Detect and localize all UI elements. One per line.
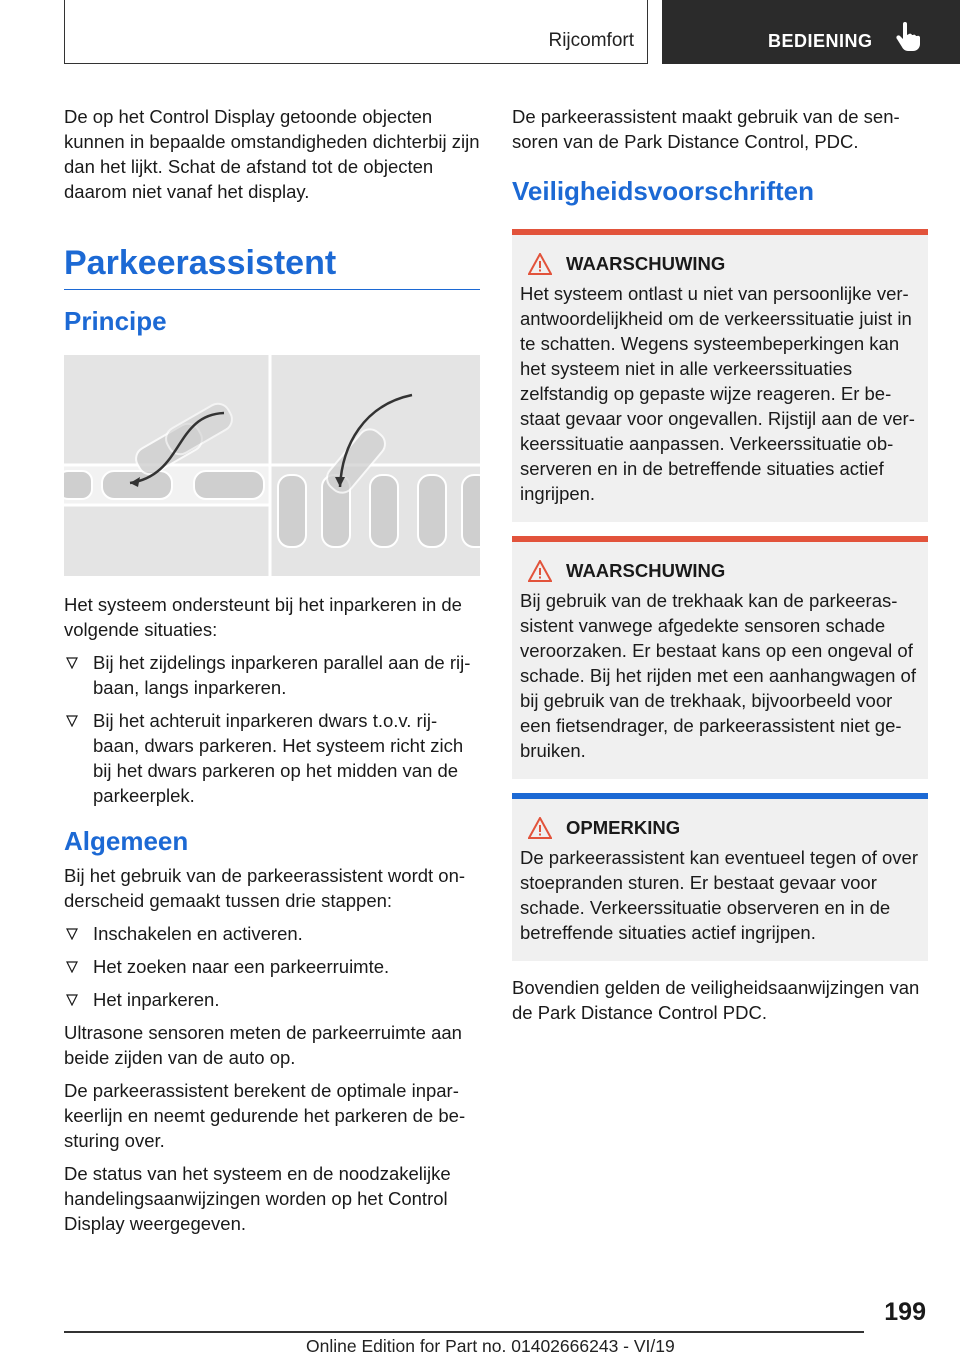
chapter-label: BEDIENING bbox=[768, 31, 873, 51]
chapter-tab bbox=[662, 0, 960, 64]
page-title: Parkeerassistent bbox=[64, 244, 480, 290]
algemeen-heading: Algemeen bbox=[64, 826, 189, 856]
warning-triangle-icon bbox=[528, 253, 552, 275]
principe-text: Het systeem ondersteunt bij het inparkeren in de volgende situaties: bbox=[64, 594, 462, 640]
warning-text: Het systeem ontlast u niet van persoonlijke ver-antwoordelijkheid om de verkeerssituatie juist in te schatten. Wegens systeembeperkingen kan het systeem niet in alle verkeerssituaties zelfstandig op gepaste wijze reageren. Er be-staat gevaar voor ongevallen. Rijstijl aan de ver-keerssituatie aanpassen. Verkeerssituatie ob-serveren en in de betreffende situaties actief ingrijpen. bbox=[520, 283, 915, 504]
triangle-bullet-icon bbox=[66, 715, 78, 727]
list-item bbox=[64, 954, 480, 979]
warning-text: Bij gebruik van de trekhaak kan de parkeeras-sistent vanwege afgedekte sensoren schade veroorzaken. Er bestaat kans op een ongeval of schade. Bij het rijden met een aanhangwagen of bij gebruik van de trekhaak, bijvoorbeeld voor een fietsendrager, de parkeerassistent niet ge-bruiken. bbox=[520, 590, 916, 761]
parking-diagram bbox=[64, 355, 480, 576]
warning-title: WAARSCHUWING bbox=[566, 560, 726, 581]
warning-triangle-icon bbox=[528, 560, 552, 582]
principe-list bbox=[64, 650, 480, 808]
list-item bbox=[64, 708, 480, 808]
list-item-text: Het zoeken naar een parkeerruimte. bbox=[93, 956, 390, 977]
principe-heading: Principe bbox=[64, 306, 167, 336]
list-item-text: Inschakelen en activeren. bbox=[93, 923, 303, 944]
list-item-text: Bij het achteruit inparkeren dwars t.o.v. rij-baan, dwars parkeren. Het systeem richt zich bij het dwars parkeren op het midden van de parkeerplek. bbox=[93, 710, 464, 806]
notice-box bbox=[512, 793, 928, 961]
left-column bbox=[64, 104, 480, 1244]
right-column bbox=[512, 104, 928, 1033]
warning-title: WAARSCHUWING bbox=[566, 253, 726, 274]
safety-heading: Veiligheidsvoorschriften bbox=[512, 176, 814, 206]
list-item bbox=[64, 921, 480, 946]
warning-box bbox=[512, 536, 928, 779]
steering-paragraph: De parkeerassistent berekent de optimale inpar-keerlijn en neemt gedurende het parkeren de be-sturing over. bbox=[64, 1080, 466, 1151]
footer-rule bbox=[64, 1331, 864, 1333]
triangle-bullet-icon bbox=[66, 961, 78, 973]
list-item-text: Bij het zijdelings inparkeren parallel aan de rij-baan, langs inparkeren. bbox=[93, 652, 471, 698]
algemeen-text: Bij het gebruik van de parkeerassistent wordt on-derscheid gemaakt tussen drie stappen: bbox=[64, 865, 466, 911]
triangle-bullet-icon bbox=[66, 657, 78, 669]
triangle-bullet-icon bbox=[66, 994, 78, 1006]
warning-box bbox=[512, 229, 928, 522]
algemeen-list bbox=[64, 921, 480, 1012]
outro-paragraph: Bovendien gelden de veiligheidsaanwijzingen van de Park Distance Control PDC. bbox=[512, 977, 920, 1023]
intro-paragraph: De op het Control Display getoonde objecten kunnen in bepaalde omstandigheden dichterbij zijn dan het lijkt. Schat de afstand tot de objecten daarom niet vanaf het display. bbox=[64, 106, 480, 202]
section-title: Rijcomfort bbox=[548, 30, 634, 51]
notice-title: OPMERKING bbox=[566, 817, 681, 838]
edition-line: Online Edition for Part no. 01402666243 - VI/19 bbox=[306, 1336, 675, 1356]
notice-text: De parkeerassistent kan eventueel tegen of over stoepranden sturen. Er bestaat gevaar voor schade. Verkeerssituatie observeren en in de betreffende situaties actief ingrijpen. bbox=[520, 847, 918, 943]
list-item-text: Het inparkeren. bbox=[93, 989, 220, 1010]
parking-illustration bbox=[64, 355, 480, 576]
list-item bbox=[64, 987, 480, 1012]
sensor-paragraph: Ultrasone sensoren meten de parkeerruimte aan beide zijden van de auto op. bbox=[64, 1022, 462, 1068]
hand-pointer-icon bbox=[894, 22, 920, 52]
pdc-paragraph: De parkeerassistent maakt gebruik van de sen-soren van de Park Distance Control, PDC. bbox=[512, 106, 900, 152]
triangle-bullet-icon bbox=[66, 928, 78, 940]
warning-triangle-icon bbox=[528, 817, 552, 839]
page-number: 199 bbox=[884, 1298, 926, 1326]
list-item bbox=[64, 650, 480, 700]
status-paragraph: De status van het systeem en de noodzakelijke handelingsaanwijzingen worden op het Control Display weergegeven. bbox=[64, 1163, 451, 1234]
